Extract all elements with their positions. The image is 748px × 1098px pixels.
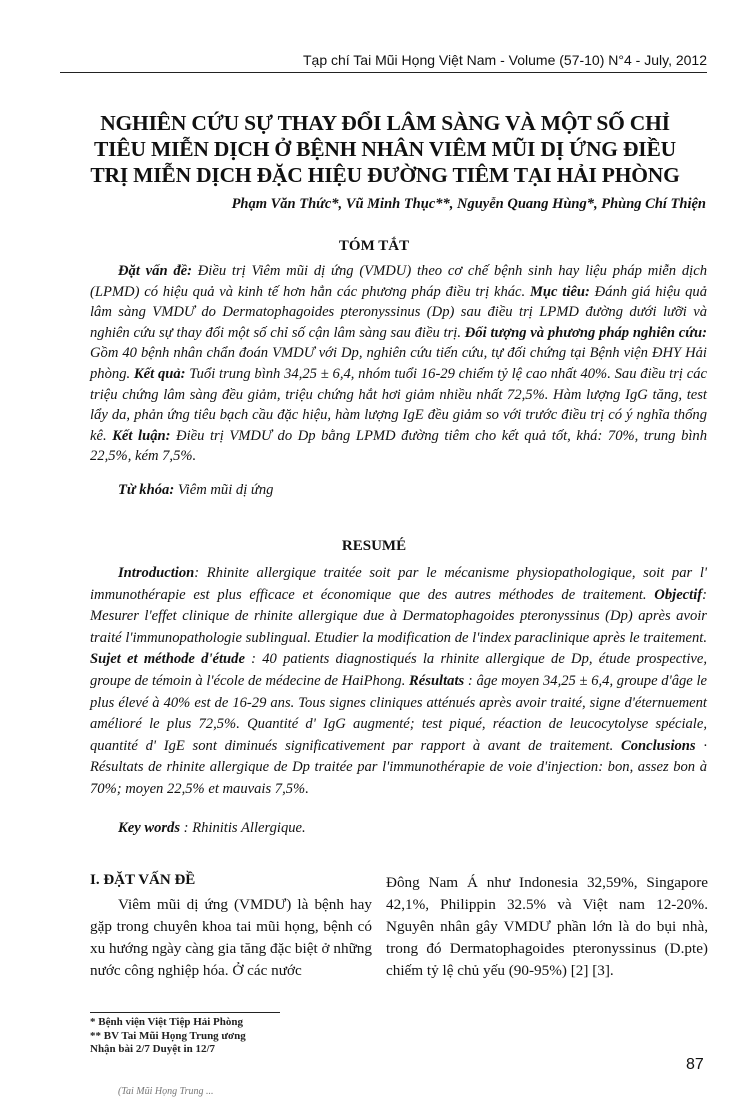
keywords-label: Từ khóa: [118,482,175,498]
abstract-text: : 40 patients diagnostiqués la rhinite allergique de Dp, étude prospective, groupe de témoin à l'école de médecine de HaiPhong. [90,651,707,689]
abstract-label: Kết quả: [133,365,186,382]
abstract-text: Tuổi trung bình 34,25 ± 6,4, nhóm tuổi 16-29 chiếm tỷ lệ cao nhất 40%. Sau điều trị các triệu chứng lâm sàng đều giảm, triệu chứng hắt hơi giảm nhiều nhất 72,5%. Hàm lượng IgG tăng, test lẩy da, phản ứng tiêu bạch cầu đặc hiệu, hàm lượng IgE đều giảm so với trước điều trị có ý nghĩa thống kê. [90,365,707,444]
section-heading: I. ĐẶT VẤN ĐỀ [90,872,196,888]
abstract-label: Résultats [409,672,465,689]
abstract-label: Đặt vấn đề: [118,263,192,279]
abstract-text: Đánh giá hiệu quả lâm sàng VMDƯ do Dermatophagoides pteronyssinus (Dp) sau điều trị LPMD đường dưới lưỡi và nghiên cứu sự thay đổi một số chỉ số cận lâm sàng sau điều trị. [90,283,708,341]
journal-citation: Tạp chí Tai Mũi Họng Việt Nam - Volume (57-10) N°4 - July, 2012 [302,52,707,68]
column-right-text: Đông Nam Á như Indonesia 32,59%, Singapore 42,1%, Philippin 32.5% và Việt nam 12-20%. Nguyên nhân gây VMDƯ phần lớn là do bụi nhà, trong đó Dermatophagoides pteronyssinus (D.pte) chiếm tỷ lệ chủ yếu (90-95%) [2] [3]. [386,874,708,979]
faint-stamp: (Tai Mũi Họng Trung ... [118,1086,214,1097]
abstract-text: Gồm 40 bệnh nhân chẩn đoán VMDƯ với Dp, nghiên cứu tiến cứu, tự đối chứng tại Bệnh viện ĐHY Hải phòng. [90,345,707,382]
footnote-divider [90,1012,280,1013]
abstract-vi-heading: TÓM TẮT [338,238,410,254]
footnote: ** BV Tai Mũi Họng Trung ương [90,1029,246,1042]
title-line: TRỊ MIỄN DỊCH ĐẶC HIỆU ĐƯỜNG TIÊM TẠI HẢI PHÒNG [90,163,680,187]
article-title [62,110,708,188]
abstract-text: : Rhinite allergique traitée soit par le mécanisme physiopathologique, soit par l' immunothérapie est plus efficace et économique que des autres méthodes de traitement. [90,565,707,603]
abstract-vi-body [90,261,707,467]
authors: Phạm Văn Thức*, Vũ Minh Thục**, Nguyễn Quang Hùng*, Phùng Chí Thiện [231,196,706,212]
keywords-label: Key words [118,820,181,836]
keywords-fr [118,820,306,837]
abstract-text: Điều trị Viêm mũi dị ứng (VMDU) theo cơ chế bệnh sinh hay liệu pháp miễn dịch (LPMD) có hiệu quả và kinh tế hơn hẳn các phương pháp điều trị khác. [90,263,707,300]
footnote: Nhận bài 2/7 Duyệt in 12/7 [90,1043,215,1055]
title-line: NGHIÊN CỨU SỰ THAY ĐỔI LÂM SÀNG VÀ MỘT SỐ CHỈ [100,111,670,135]
abstract-fr-heading: RESUMÉ [341,538,407,554]
abstract-label: Conclusions [620,737,696,754]
footnotes [90,1016,246,1057]
abstract-text: Điều trị VMDƯ do Dp bằng LPMD đường tiêm cho kết quả tốt, khá: 70%, trung bình 22,5%, kém 7,5%. [90,427,708,465]
abstract-text: : Mesurer l'effet clinique de rhinite allergique due à Dermatophagoides pteronyssinus (Dp) après avoir traité l'immunopathologie sublingual. Etudier la modification de l'index paraclinique après le traitement. [90,586,707,646]
abstract-fr-body [90,563,707,801]
abstract-label: Sujet et méthode d'étude [90,651,245,668]
page-number: 87 [686,1056,704,1073]
abstract-label: Mục tiêu: [529,283,590,300]
column-left-text: Viêm mũi dị ứng (VMDƯ) là bệnh hay gặp trong chuyên khoa tai mũi họng, bệnh có xu hướng ngày càng gia tăng đặc biệt ở những nước công nghiệp hóa. Ở các nước [90,896,372,979]
abstract-text: · Résultats de rhinite allergique de Dp traitée par l'immunothérapie de voie d'injection: bon, assez bon à 70%; moyen 22,5% et mauvais 7,5%. [90,737,708,797]
title-line: TIÊU MIỄN DỊCH Ở BỆNH NHÂN VIÊM MŨI DỊ ỨNG ĐIỀU [94,137,676,161]
abstract-label: Objectif [654,586,703,603]
abstract-text: : âge moyen 34,25 ± 6,4, groupe d'âge le plus élevé à 40% est de 16-29 ans. Tous signes cliniques atténués après avoir traité, signe d'éternuement amélioré le plus 72,5%. Quantité d' IgG augmenté; test piqué, réaction de leucocytolyse spéciale, quantité d' IgE sont diminués significativement par rapport à avant de traitement. [90,672,707,754]
keywords-vi [118,482,273,499]
footnote: * Bệnh viện Việt Tiệp Hải Phòng [90,1016,244,1028]
keywords-value: : Rhinitis Allergique. [180,820,306,836]
running-header [60,50,707,73]
abstract-label: Kết luận: [112,427,171,444]
abstract-label: Introduction [118,565,195,581]
keywords-value: Viêm mũi dị ứng [174,482,274,498]
abstract-label: Đối tượng và phương pháp nghiên cứu: [464,324,707,341]
